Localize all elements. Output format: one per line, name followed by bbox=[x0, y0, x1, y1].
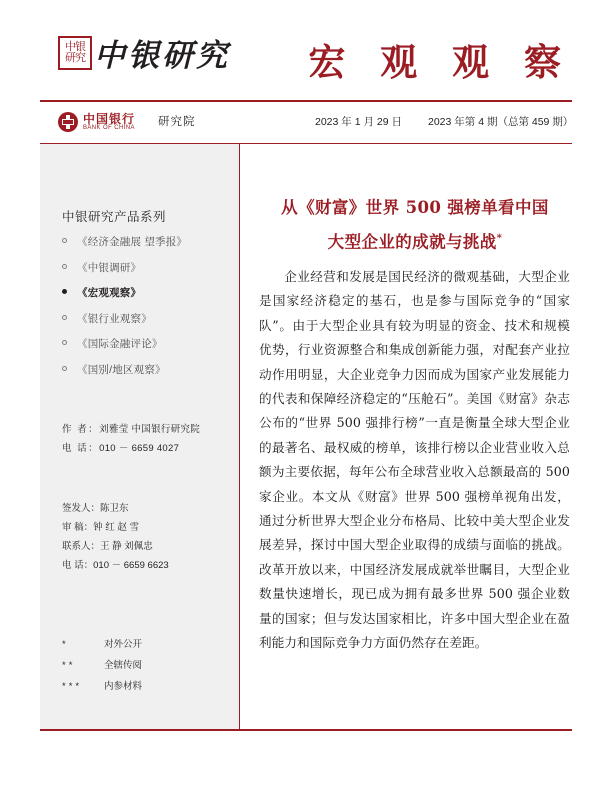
bullet-icon bbox=[62, 264, 67, 269]
credit-label: 作 者： bbox=[62, 424, 100, 435]
footnote-row-1 bbox=[62, 655, 234, 676]
vertical-divider bbox=[239, 144, 240, 729]
report-title: 宏 观 观 察 bbox=[308, 40, 572, 84]
series-item-label: 《国别/地区观察》 bbox=[77, 363, 166, 376]
series-item-label: 《宏观观察》 bbox=[77, 287, 142, 299]
brand-seal-icon bbox=[58, 36, 92, 70]
bullet-icon bbox=[62, 315, 67, 320]
credit-value: 010 － 6659 4027 bbox=[99, 443, 180, 454]
meta-bar bbox=[40, 104, 572, 142]
credit-label: 电 话： bbox=[62, 560, 94, 571]
footnote-mark: ** bbox=[62, 660, 76, 671]
footnote-text: 全辖传阅 bbox=[104, 660, 143, 671]
bullet-icon bbox=[62, 366, 67, 371]
footnote-row-0 bbox=[62, 634, 234, 655]
issue-number: 2023 年第 4 期（总第 459 期） bbox=[428, 116, 574, 128]
footnote-text: 对外公开 bbox=[104, 639, 143, 650]
credit-value: 王 静 刘佩忠 bbox=[100, 541, 153, 552]
series-item-0[interactable] bbox=[62, 234, 227, 249]
credits-author-block bbox=[62, 420, 234, 458]
page-header bbox=[40, 28, 572, 98]
series-title: 中银研究产品系列 bbox=[62, 210, 167, 224]
article-title-line2: 大型企业的成就与挑战 bbox=[327, 232, 497, 252]
footnote-text: 内参材料 bbox=[104, 681, 143, 692]
article-body: 企业经营和发展是国民经济的微观基础，大型企业是国家经济稳定的基石，也是参与国际竞争的“国家队”。由于大型企业具有较为明显的资金、技术和规模优势，行业资源整合和集成创新能力强，对配套产业拉动作用明显，大企业竞争力因而成为国家产业发展能力的代表和保障经济稳定的“压舱石”。美国《财富》杂志公布的“世界 500 强排行榜”一直是衡量全球大型企业的最著名、最权威的榜单，该排行榜以企业营业收入总额为主要依据，每年公布全球营业收入总额最高的 500 家企业。本文从《财富》世界 500 强榜单视角出发，通过分析世界大型企业分布格局、比较中美大型企业发展差异，探讨中国大型企业取得的成绩与面临的挑战。改革开放以来，中国经济发展成就举世瞩目，大型企业数量快速增长，现已成为拥有最多世界 500 强企业数量的国家；但与发达国家相比，许多中国大型企业在盈利能力和国际竞争力方面仍然存在差距。 bbox=[259, 269, 570, 651]
bullet-icon bbox=[62, 340, 67, 345]
brand-name: 中银研究 bbox=[94, 38, 230, 74]
boc-emblem-icon bbox=[58, 112, 78, 132]
credit-row-reviewer bbox=[62, 518, 234, 537]
series-item-2[interactable] bbox=[62, 285, 227, 300]
boc-name-cn: 中国银行 bbox=[83, 112, 136, 126]
credit-label: 联系人： bbox=[62, 541, 101, 552]
series-item-label: 《经济金融展 望季报》 bbox=[77, 236, 188, 248]
series-item-1[interactable] bbox=[62, 260, 227, 275]
article bbox=[258, 144, 572, 729]
credit-row-phone bbox=[62, 439, 234, 458]
footnote-row-2 bbox=[62, 676, 234, 697]
bullet-icon bbox=[62, 238, 67, 243]
credit-label: 审 稿： bbox=[62, 522, 94, 533]
credit-value: 陈卫东 bbox=[100, 503, 129, 514]
bullet-icon bbox=[62, 289, 67, 294]
credit-row-phone2 bbox=[62, 556, 234, 575]
boc-name-en: BANK OF CHINA bbox=[83, 125, 135, 131]
series-item-3[interactable] bbox=[62, 311, 227, 326]
issue-date: 2023 年 1 月 29 日 bbox=[315, 116, 402, 128]
footnote-mark: * bbox=[62, 639, 69, 650]
credit-row-author bbox=[62, 420, 234, 439]
credit-label: 电 话： bbox=[62, 443, 100, 454]
sidebar bbox=[40, 144, 239, 729]
brand-logo bbox=[58, 30, 238, 88]
article-title-footnote-mark: * bbox=[496, 233, 503, 244]
article-title-line1: 从《财富》世界 500 强榜单看中国 bbox=[281, 198, 549, 217]
footer-divider bbox=[40, 729, 572, 731]
article-title bbox=[258, 192, 572, 258]
credit-value: 010 － 6659 6623 bbox=[93, 560, 169, 571]
series-item-label: 《国际金融评论》 bbox=[77, 338, 163, 350]
credit-value: 刘雅莹 中国银行研究院 bbox=[99, 424, 201, 435]
header-divider bbox=[40, 100, 572, 102]
series-list bbox=[62, 234, 227, 387]
brand-seal-line1: 中银 bbox=[65, 40, 85, 53]
institute-label: 研究院 bbox=[158, 116, 196, 128]
footnote-mark: *** bbox=[62, 681, 83, 692]
series-item-5[interactable] bbox=[62, 362, 227, 377]
brand-seal-line2: 研究 bbox=[65, 51, 85, 64]
series-item-label: 《中银调研》 bbox=[77, 261, 142, 274]
credits-editorial-block bbox=[62, 499, 234, 575]
credit-value: 钟 红 赵 雪 bbox=[93, 522, 140, 533]
article-title-line2-wrap bbox=[258, 223, 572, 258]
credit-label: 签发人： bbox=[62, 503, 101, 514]
credit-row-contact bbox=[62, 537, 234, 556]
footnote-legend bbox=[62, 634, 234, 697]
content-area bbox=[40, 144, 572, 729]
credit-row-issuer bbox=[62, 499, 234, 518]
series-item-label: 《银行业观察》 bbox=[77, 312, 152, 325]
series-item-4[interactable] bbox=[62, 336, 227, 351]
